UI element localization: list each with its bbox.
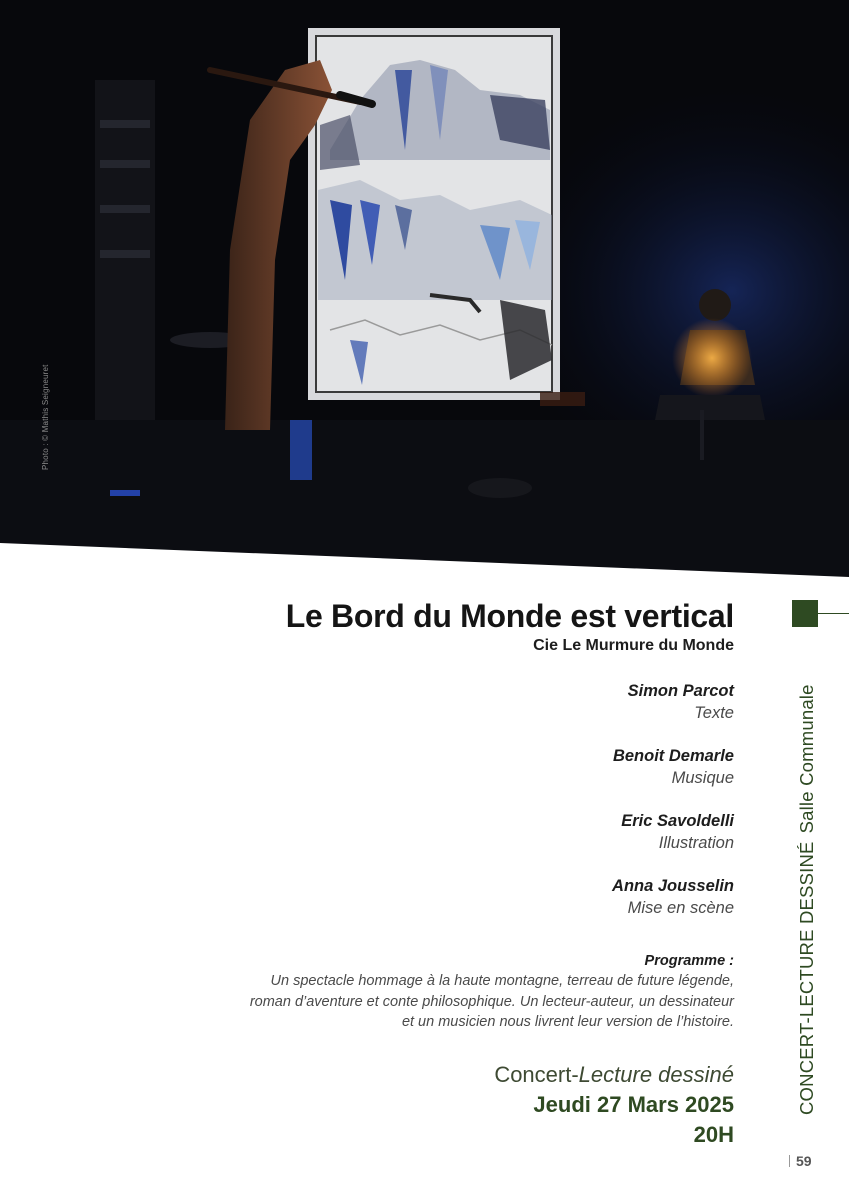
side-label <box>796 684 818 1115</box>
company-name: Cie Le Murmure du Monde <box>533 637 734 654</box>
credit-item <box>612 875 734 919</box>
credit-name: Benoit Demarle <box>612 747 734 765</box>
event-time: 20H <box>693 1122 734 1147</box>
page-number-divider <box>789 1155 790 1167</box>
page-number <box>789 1153 812 1169</box>
credit-role: Mise en scène <box>627 899 734 917</box>
programme-label: Programme : <box>644 953 734 969</box>
side-venue: Salle Communale <box>796 684 817 834</box>
credit-name: Simon Parcot <box>627 682 734 700</box>
event-date: Jeudi 27 Mars 2025 <box>533 1092 734 1117</box>
stage-scene-illustration <box>0 0 849 590</box>
credit-role: Texte <box>694 704 734 722</box>
credit-role: Musique <box>671 769 734 787</box>
event-type-emphasis: Lecture dessiné <box>578 1062 734 1087</box>
event-type <box>494 1062 734 1088</box>
programme-line: Un spectacle hommage à la haute montagne, terreau de future légende, <box>270 973 734 989</box>
programme-line: et un musicien nous livrent leur version de l’histoire. <box>401 1014 734 1030</box>
credit-role: Illustration <box>658 834 734 852</box>
page-number-value: 59 <box>796 1153 812 1169</box>
event-type-prefix: Concert- <box>494 1062 579 1087</box>
programme-section <box>250 951 734 1033</box>
credit-name: Eric Savoldelli <box>621 812 734 830</box>
accent-square <box>792 600 818 627</box>
show-title: Le Bord du Monde est vertical <box>285 598 734 634</box>
programme-line: roman d’aventure et conte philosophique. Un lecteur-auteur, un dessinateur <box>249 993 734 1010</box>
credit-item <box>613 745 734 789</box>
side-category: CONCERT-LECTURE DESSINÉ <box>796 841 817 1115</box>
credit-item <box>621 810 734 854</box>
photo-credit: Photo : © Mathis Seigneuret <box>41 364 50 470</box>
credit-name: Anna Jousselin <box>612 877 734 895</box>
accent-rule <box>818 613 849 614</box>
hero-photo <box>0 0 849 590</box>
credit-item <box>628 680 734 724</box>
